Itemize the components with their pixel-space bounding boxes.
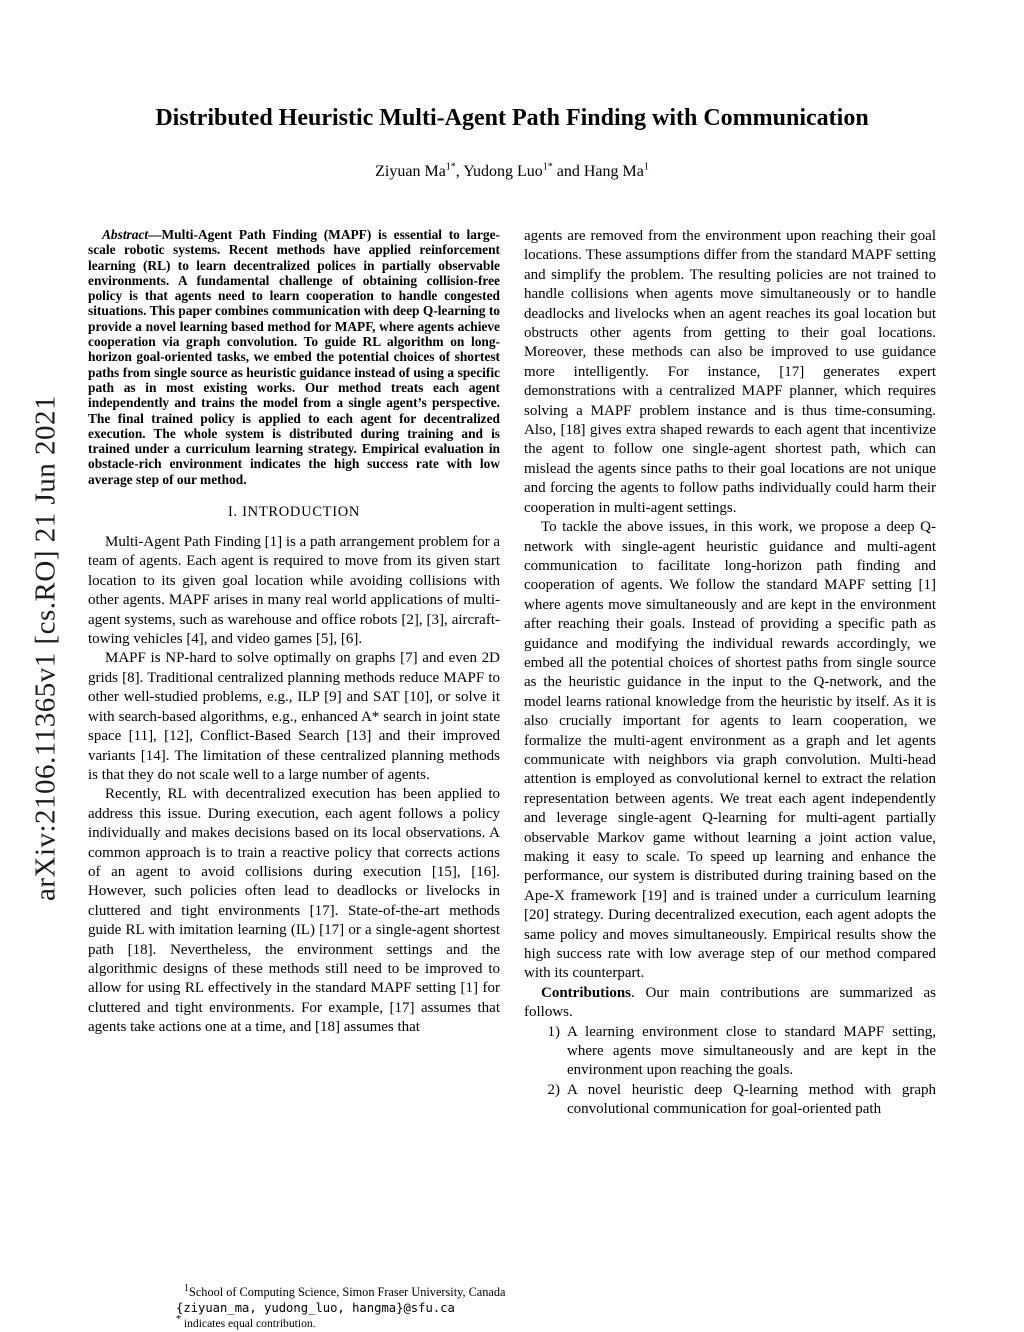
author-name-1: Ziyuan Ma: [375, 163, 446, 180]
contribution-item-2: [524, 1081, 936, 1120]
abstract-label: Abstract: [102, 227, 149, 242]
contributions-label: Contributions: [541, 984, 632, 1001]
author-name-2: Yudong Luo: [463, 163, 543, 180]
left-column: [88, 227, 500, 1157]
affiliation-text: School of Computing Science, Simon Fraser University, Canada: [189, 1285, 506, 1299]
paper-title: Distributed Heuristic Multi-Agent Path Finding with Communication: [155, 105, 869, 131]
equal-contribution-text: indicates equal contribution.: [181, 1317, 316, 1331]
author-name-3: Hang Ma: [583, 163, 644, 180]
introduction-paragraph-3: Recently, RL with decentralized execution has been applied to address this issue. During execution, each agent follows a policy individually and makes decisions based on its local observations. A common approach is to train a reactive policy that corrects actions of an agent to avoid collisions during execution [15], [16]. However, such policies often lead to deadlocks or livelocks in cluttered and tight environments [17]. State-of-the-art methods guide RL with imitation learning (IL) [17] or a single-agent shortest path [18]. Nevertheless, the environment settings and the algorithmic designs of these methods still need to be improved to allow for using RL effectively in the standard MAPF setting [1] for cluttered and tight environments. For example, [17] assumes that agents take actions one at a time, and [18] assumes that: [88, 786, 500, 1036]
paper-content: [88, 103, 936, 1331]
two-column-body: [88, 227, 936, 1157]
author-separator-1: ,: [455, 163, 464, 180]
introduction-paragraph-2: MAPF is NP-hard to solve optimally on graphs [7] and even 2D grids [8]. Traditional centralized planning methods reduce MAPF to other well-studied problems, e.g., ILP [9] and SAT [10], or solve it with search-based algorithms, e.g., enhanced A* search in joint state space [11], [12], Conflict-Based Search [13] and their improved variants [14]. The limitation of these centralized planning methods is that they do not scale well to a large number of agents.: [88, 650, 500, 783]
affiliation-footnote: [176, 1284, 590, 1300]
author-emails: {ziyuan_ma, yudong_luo, hangma}@sfu.ca: [176, 1301, 455, 1316]
author-affiliation-mark-2: 1*: [542, 161, 553, 173]
equal-contribution-note: [176, 1316, 590, 1331]
right-paragraph-1: agents are removed from the environment upon reaching their goal locations. These assumptions differ from the standard MAPF setting and simplify the problem. The resulting policies are not trained to handle collisions when agents move simultaneously or to handle deadlocks and livelocks when an agent reaches its goal location but obstructs other agents from getting to their goal locations. Moreover, these methods can also be improved to use guidance more intelligently. For instance, [17] generates expert demonstrations with a centralized MAPF planner, which requires solving a MAPF problem instance and is thus time-consuming. Also, [18] gives extra shaped rewards to each agent that incentivize the agent to follow one single-agent shortest path, which can mislead the agents since paths to their goal locations are not unique and forcing the agents to follow paths individually could harm their cooperation in multi-agent settings.: [524, 228, 936, 516]
affiliation-footnote-mark: 1: [184, 1282, 189, 1294]
equal-contribution-mark: *: [176, 1314, 181, 1326]
contributions-paragraph: [524, 984, 936, 1023]
authors-line: [88, 163, 936, 181]
contribution-item-1: [524, 1023, 936, 1081]
contribution-item-2-text: A novel heuristic deep Q-learning method with graph convolutional communication for goal-oriented path: [567, 1081, 936, 1118]
author-affiliation-mark-1: 1*: [445, 161, 456, 173]
contribution-item-2-number: 2): [547, 1081, 560, 1098]
introduction-paragraph-1: Multi-Agent Path Finding [1] is a path arrangement problem for a team of agents. Each agent is required to move from its given start location to its given goal location while avoiding collisions with other agents. MAPF arises in many real world applications of multi-agent systems, such as warehouse and office robots [2], [3], aircraft-towing vehicles [4], and video games [5], [6].: [88, 534, 500, 648]
arxiv-watermark: arXiv:2106.11365v1 [cs.RO] 21 Jun 2021: [29, 394, 62, 902]
contributions-text: . Our main contributions are summarized as follows.: [524, 984, 936, 1021]
contribution-item-1-number: 1): [547, 1023, 560, 1040]
contribution-item-1-text: A learning environment close to standard MAPF setting, where agents move simultaneously and are kept in the environment upon reaching the goals.: [567, 1023, 936, 1079]
author-affiliation-mark-3: 1: [643, 161, 649, 173]
right-column: [524, 227, 936, 1157]
abstract-text: —Multi-Agent Path Finding (MAPF) is essential to large-scale robotic systems. Recent methods have applied reinforcement learning (RL) to learn decentralized polices in partially observable environments. A fundamental challenge of obtaining collision-free policy is that agents need to learn cooperation to handle congested situations. This paper combines communication with deep Q-learning to provide a novel learning based method for MAPF, where agents achieve cooperation via graph convolution. To guide RL algorithm on long-horizon goal-oriented tasks, we embed the potential choices of shortest paths from single source as heuristic guidance instead of using a specific path as in most existing works. Our method treats each agent independently and trains the model from a single agent’s perspective. The final trained policy is applied to each agent for decentralized execution. The whole system is distributed during training and is trained under a curriculum learning strategy. Empirical evaluation in obstacle-rich environment indicates the high success rate with low average step of our method.: [88, 227, 500, 487]
first-page-footnote: [176, 1284, 590, 1332]
section-heading-introduction: I. INTRODUCTION: [227, 504, 361, 521]
right-paragraph-2: To tackle the above issues, in this work, we propose a deep Q-network with single-agent heuristic guidance and multi-agent communication to facilitate long-horizon path finding and cooperation of agents. We follow the standard MAPF setting [1] where agents move simultaneously and are kept in the environment after reaching their goals. Instead of providing a specific path as guidance and modifying the individual rewards accordingly, we embed all the potential choices of shortest paths from single source as the heuristic guidance in the input to the Q-network, and the model learns rational knowledge from the heuristic by itself. As it is also crucially important for agents to learn cooperation, we formalize the multi-agent environment as a graph and let agents communicate with neighbors via graph convolution. Multi-head attention is employed as convolutional kernel to extract the relation representation between agents. We treat each agent independently and leverage single-agent Q-learning for multi-agent partially observable Markov game without learning a joint action value, making it easy to scale. To speed up learning and enhance the performance, our system is distributed during training based on the Ape-X framework [19] and is trained under a curriculum learning [20] strategy. During decentralized execution, each agent adopts the same policy and moves simultaneously. Empirical results show the high success rate with low average step of our method compared with its counterpart.: [524, 519, 936, 982]
author-separator-2: and: [552, 163, 584, 180]
abstract-paragraph: [88, 227, 500, 487]
